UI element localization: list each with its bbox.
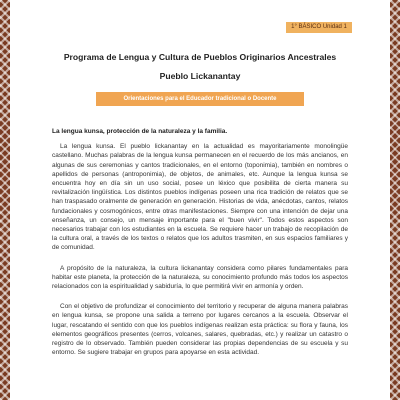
main-content bbox=[52, 127, 348, 368]
page-subtitle: Pueblo Lickanantay bbox=[159, 71, 241, 81]
page-title: Programa de Lengua y Cultura de Pueblos Originarios Ancestrales bbox=[63, 52, 337, 62]
paragraph-3: Con el objetivo de profundizar el conocimiento del territorio y recuperar de alguna manera palabras en lengua kunsa, se propone una salida a terreno por lugares cercanos a la escuela. Observar el lugar, rescatando el sentido con que los pueblos indígenas realizan esta práctica: su flora y fauna, los elementos geográficos presentes (cerros, volcanes, salares, quebradas, etc.) y realizar un catastro o registro de lo observado. También pueden considerar las propias dependencias de su escuela y su entorno. Se sugiere trabajar en grupos para apoyarse en esta actividad. bbox=[52, 303, 348, 357]
grade-badge: 1° BÁSICO Unidad 1 bbox=[286, 22, 352, 33]
paragraph-2: A propósito de la naturaleza, la cultura lickanantay considera como pilares fundamentales para habitar este planeta, la protección de la naturaleza, su conocimiento profundo más todos los aspectos relacionados con la espiritualidad y sabiduría, lo que permitirá vivir en armonía y orden. bbox=[52, 264, 348, 291]
section-banner: Orientaciones para el Educador tradicional o Docente bbox=[96, 92, 304, 106]
section-heading: La lengua kunsa, protección de la naturaleza y la familia. bbox=[52, 128, 228, 135]
paragraph-1: La lengua kunsa. El pueblo lickanantay en la actualidad es mayoritariamente monolingüe castellano. Muchas palabras de la lengua kunsa permanecen en el recuerdo de los más ancianos, en algunas de sus ceremonias y cantos tradicionales, en el entorno (toponimia), también en nombres o apellidos de personas (antroponimia), de objetos, de animales, etc. Aunque la lengua kunsa se encuentra hoy en día sin un uso social, posee un léxico que posibilita de cierta manera su revitalización lingüística. Los distintos pueblos indígenas poseen una rica tradición de relatos que se han traspasado oralmente de generación en generación. Historias de vida, anécdotas, cantos, relatos fundacionales y cosmogónicos, entre otras manifestaciones. Siempre con una intención de dejar una enseñanza, un consejo, un mensaje importante para el "buen vivir". Todos estos aspectos son necesarios trabajar con los estudiantes en la escuela. Se requiere hacer un trabajo de recopilación de la cultura oral, a través de los textos o relatos que los adultos trasmiten, en sus espacios familiares y de comunidad. bbox=[52, 143, 348, 252]
